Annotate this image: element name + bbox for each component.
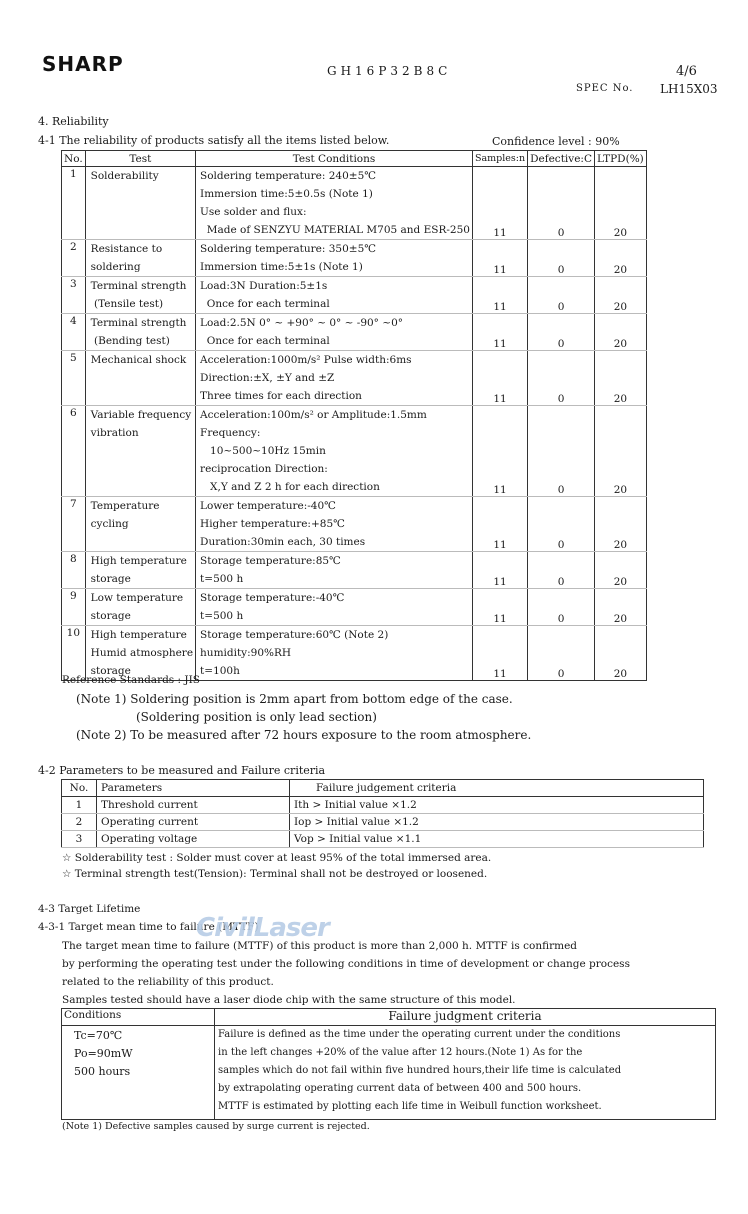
condition-line: Load:2.5N 0° ~ +90° ~ 0° ~ -90° ~0° <box>200 317 403 329</box>
mttf-paragraph-line: Samples tested should have a laser diode chip with the same structure of this model. <box>62 994 516 1006</box>
condition-line: reciprocation Direction: <box>200 463 328 475</box>
condition-line: Acceleration:1000m/s² Pulse width:6ms <box>200 354 412 366</box>
test-name-line: Terminal strength <box>90 280 187 292</box>
mttf-paragraph-line: The target mean time to failure (MTTF) of this product is more than 2,000 h. MTTF is confirmed <box>62 940 578 952</box>
row-number: 5 <box>62 351 86 406</box>
condition-line: Po=90mW <box>74 1047 133 1060</box>
row-number: 9 <box>62 589 86 626</box>
row-number: 3 <box>62 277 86 314</box>
test-name-line: Temperature <box>90 500 160 512</box>
table-row <box>62 552 647 589</box>
test-conditions <box>196 552 473 589</box>
condition-line: X,Y and Z 2 h for each direction <box>200 481 380 493</box>
note-2: (Note 2) To be measured after 72 hours exposure to the room atmosphere. <box>76 728 532 742</box>
section-4-2-title: 4-2 Parameters to be measured and Failure criteria <box>38 764 326 777</box>
condition-line: t=500 h <box>200 573 244 585</box>
test-name-line: Mechanical shock <box>90 354 187 366</box>
row-number: 7 <box>62 497 86 552</box>
test-name-line: Resistance to <box>90 243 163 255</box>
parameter-name: Threshold current <box>97 797 290 814</box>
note-1-detail: (Soldering position is only lead section) <box>136 710 377 724</box>
lifetime-criteria <box>215 1026 716 1120</box>
test-name <box>85 406 195 497</box>
condition-line: Storage temperature:85℃ <box>200 555 341 567</box>
ltpd-value: 20 <box>595 351 647 406</box>
condition-line: Higher temperature:+85℃ <box>200 518 345 530</box>
test-name-line: Low temperature <box>90 592 184 604</box>
defective-value: 0 <box>528 167 595 240</box>
table-row <box>62 167 647 240</box>
page-number: 4/6 <box>676 64 697 79</box>
test-conditions <box>196 589 473 626</box>
condition-line: Frequency: <box>200 427 261 439</box>
test-name <box>85 497 195 552</box>
terminal-strength-note: ☆ Terminal strength test(Tension): Terminal shall not be destroyed or loosened. <box>62 868 488 880</box>
table-row <box>62 797 704 814</box>
test-name <box>85 240 195 277</box>
section-intro: 4-1 The reliability of products satisfy all the items listed below. <box>38 134 390 147</box>
test-name-line: storage <box>90 573 131 585</box>
condition-line: Made of SENZYU MATERIAL M705 and ESR-250 <box>200 224 470 236</box>
samples-value: 11 <box>472 589 527 626</box>
ltpd-value: 20 <box>595 497 647 552</box>
condition-line: humidity:90%RH <box>200 647 292 659</box>
confidence-level: Confidence level : 90% <box>492 135 620 148</box>
ltpd-value: 20 <box>595 589 647 626</box>
test-conditions <box>196 626 473 681</box>
test-name-line: cycling <box>90 518 129 530</box>
failure-criterion: Iop > Initial value ×1.2 <box>290 814 704 831</box>
table-row <box>62 277 647 314</box>
mttf-paragraph-line: related to the reliability of this product. <box>62 976 274 988</box>
defective-value: 0 <box>528 351 595 406</box>
samples-value: 11 <box>472 497 527 552</box>
condition-line: Direction:±X, ±Y and ±Z <box>200 372 335 384</box>
lifetime-table <box>61 1008 716 1120</box>
parameter-name: Operating current <box>97 814 290 831</box>
condition-line: Three times for each direction <box>200 390 362 402</box>
defective-value: 0 <box>528 314 595 351</box>
test-name-line: (Bending test) <box>90 335 170 347</box>
test-name-line: storage <box>90 665 131 677</box>
table-row <box>62 831 704 848</box>
defective-value: 0 <box>528 552 595 589</box>
ltpd-value: 20 <box>595 552 647 589</box>
condition-line: Acceleration:100m/s² or Amplitude:1.5mm <box>200 409 427 421</box>
defective-value: 0 <box>528 497 595 552</box>
sharp-logo: SHARP <box>42 52 124 76</box>
condition-line: Lower temperature:-40℃ <box>200 500 336 512</box>
table-row <box>62 406 647 497</box>
samples-value: 11 <box>472 240 527 277</box>
col-samples: Samples:n <box>472 151 527 167</box>
lifetime-footnote: (Note 1) Defective samples caused by surge current is rejected. <box>62 1121 370 1132</box>
condition-line: 10~500~10Hz 15min <box>200 445 326 457</box>
test-conditions <box>196 240 473 277</box>
mttf-paragraph-line: by performing the operating test under the following conditions in time of development or change process <box>62 958 630 970</box>
param-number: 3 <box>62 831 97 848</box>
lifetime-conditions <box>62 1026 215 1120</box>
col-test: Test <box>85 151 195 167</box>
row-number: 8 <box>62 552 86 589</box>
table-row <box>62 314 647 351</box>
param-number: 1 <box>62 797 97 814</box>
test-conditions <box>196 167 473 240</box>
criteria-line: in the left changes +20% of the value after 12 hours.(Note 1) As for the <box>218 1047 583 1058</box>
civillaser-watermark: CivilLaser <box>196 913 329 943</box>
col-no: No. <box>62 151 86 167</box>
samples-value: 11 <box>472 314 527 351</box>
ltpd-value: 20 <box>595 167 647 240</box>
row-number: 1 <box>62 167 86 240</box>
samples-value: 11 <box>472 277 527 314</box>
col-ltpd: LTPD(%) <box>595 151 647 167</box>
reliability-table <box>61 150 647 681</box>
param-number: 2 <box>62 814 97 831</box>
test-name <box>85 589 195 626</box>
test-name-line: Variable frequency <box>90 409 192 421</box>
col-defective: Defective:C <box>528 151 595 167</box>
test-conditions <box>196 314 473 351</box>
reference-standards: Reference Standards : JIS <box>62 674 200 686</box>
parameter-name: Operating voltage <box>97 831 290 848</box>
section-4-3-title: 4-3 Target Lifetime <box>38 903 141 915</box>
table-row <box>62 814 704 831</box>
row-number: 6 <box>62 406 86 497</box>
parameters-table <box>61 779 704 848</box>
criteria-line: MTTF is estimated by plotting each life time in Weibull function worksheet. <box>218 1101 602 1112</box>
col-failure-criteria: Failure judgment criteria <box>215 1009 716 1026</box>
spec-number: LH15X03 <box>660 82 718 96</box>
defective-value: 0 <box>528 626 595 681</box>
condition-line: Duration:30min each, 30 times <box>200 536 366 548</box>
note-1: (Note 1) Soldering position is 2mm apart from bottom edge of the case. <box>76 692 513 706</box>
samples-value: 11 <box>472 406 527 497</box>
test-conditions <box>196 497 473 552</box>
table-row <box>62 626 647 681</box>
col-conditions: Test Conditions <box>196 151 473 167</box>
ltpd-value: 20 <box>595 626 647 681</box>
condition-line: Immersion time:5±0.5s (Note 1) <box>200 188 373 200</box>
table-row <box>62 497 647 552</box>
test-name-line: Humid atmosphere <box>90 647 194 659</box>
ltpd-value: 20 <box>595 277 647 314</box>
defective-value: 0 <box>528 589 595 626</box>
test-name-line: soldering <box>90 261 141 273</box>
test-name-line: vibration <box>90 427 139 439</box>
test-name <box>85 277 195 314</box>
table-row <box>62 240 647 277</box>
samples-value: 11 <box>472 351 527 406</box>
col-conditions: Conditions <box>62 1009 215 1026</box>
row-number: 4 <box>62 314 86 351</box>
defective-value: 0 <box>528 406 595 497</box>
test-name <box>85 552 195 589</box>
test-conditions <box>196 277 473 314</box>
samples-value: 11 <box>472 167 527 240</box>
section-4-3-1-title: 4-3-1 Target mean time to failure (MTTF) <box>38 921 259 933</box>
samples-value: 11 <box>472 626 527 681</box>
test-name-line: storage <box>90 610 131 622</box>
condition-line: Once for each terminal <box>200 335 330 347</box>
test-name <box>85 314 195 351</box>
condition-line: 500 hours <box>74 1065 131 1078</box>
section-title: 4. Reliability <box>38 115 109 128</box>
ltpd-value: 20 <box>595 314 647 351</box>
col-criteria: Failure judgement criteria <box>290 780 704 797</box>
test-name-line: High temperature <box>90 555 187 567</box>
test-name-line: High temperature <box>90 629 187 641</box>
criteria-line: by extrapolating operating current data of between 400 and 500 hours. <box>218 1083 582 1094</box>
condition-line: Soldering temperature: 240±5℃ <box>200 170 377 182</box>
test-conditions <box>196 406 473 497</box>
table-row <box>62 351 647 406</box>
spec-label: SPEC No. <box>576 83 634 94</box>
failure-criterion: Ith > Initial value ×1.2 <box>290 797 704 814</box>
ltpd-value: 20 <box>595 406 647 497</box>
row-number: 10 <box>62 626 86 681</box>
samples-value: 11 <box>472 552 527 589</box>
defective-value: 0 <box>528 240 595 277</box>
test-name-line: (Tensile test) <box>90 298 164 310</box>
condition-line: t=100h <box>200 665 240 677</box>
condition-line: Storage temperature:-40℃ <box>200 592 345 604</box>
document-number: GH16P32B8C <box>327 64 452 78</box>
test-name <box>85 626 195 681</box>
condition-line: Storage temperature:60℃ (Note 2) <box>200 629 389 641</box>
col-no: No. <box>62 780 97 797</box>
defective-value: 0 <box>528 277 595 314</box>
condition-line: t=500 h <box>200 610 244 622</box>
criteria-line: samples which do not fail within five hundred hours,their life time is calculated <box>218 1065 622 1076</box>
table-row <box>62 589 647 626</box>
criteria-line: Failure is defined as the time under the operating current under the conditions <box>218 1029 621 1040</box>
condition-line: Load:3N Duration:5±1s <box>200 280 328 292</box>
condition-line: Once for each terminal <box>200 298 330 310</box>
row-number: 2 <box>62 240 86 277</box>
condition-line: Use solder and flux: <box>200 206 307 218</box>
test-name-line: Solderability <box>90 170 159 182</box>
test-name-line: Terminal strength <box>90 317 187 329</box>
failure-criterion: Vop > Initial value ×1.1 <box>290 831 704 848</box>
condition-line: Tc=70℃ <box>74 1029 123 1042</box>
condition-line: Soldering temperature: 350±5℃ <box>200 243 377 255</box>
test-name <box>85 351 195 406</box>
ltpd-value: 20 <box>595 240 647 277</box>
col-parameters: Parameters <box>97 780 290 797</box>
condition-line: Immersion time:5±1s (Note 1) <box>200 261 363 273</box>
solderability-note: ☆ Solderability test : Solder must cover at least 95% of the total immersed area. <box>62 852 492 864</box>
test-name <box>85 167 195 240</box>
test-conditions <box>196 351 473 406</box>
